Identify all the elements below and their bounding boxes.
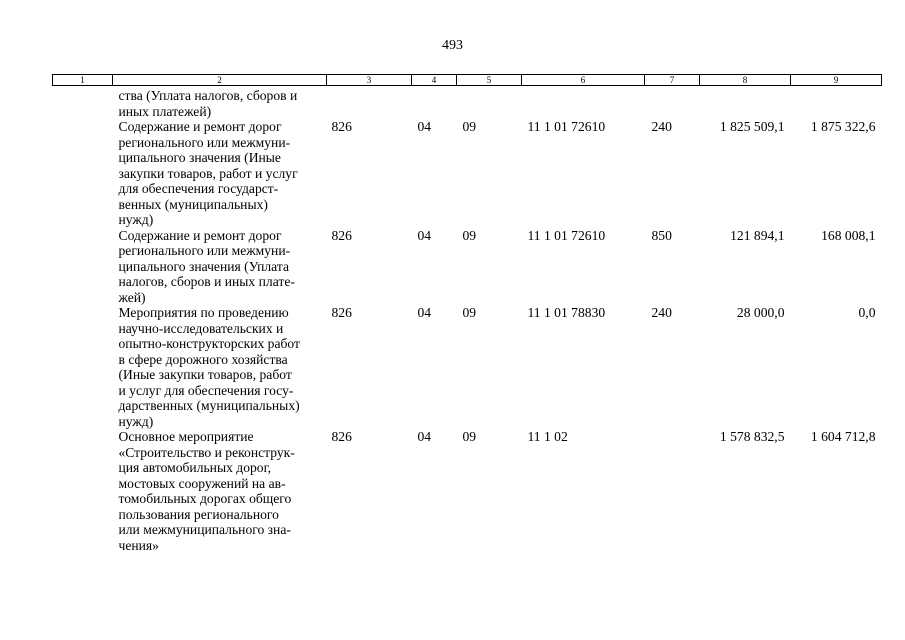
cell-index — [53, 429, 113, 553]
name-line: закупки товаров, работ и услуг — [118, 165, 298, 181]
cell-index — [53, 305, 113, 429]
name-line: для обеспечения государст- — [118, 181, 279, 196]
cell-ministry-code — [327, 86, 412, 120]
name-line: нужд) — [118, 413, 154, 429]
cell-ministry-code: 826 — [331, 305, 352, 320]
cell-amount-year-1: 28 000,0 — [736, 305, 785, 320]
table-row — [53, 429, 882, 553]
name-line: в сфере дорожного хозяйства — [118, 351, 288, 367]
cell-section — [412, 86, 457, 120]
cell-amount-year-2: 168 008,1 — [821, 227, 876, 243]
cell-expense-type: 850 — [651, 227, 672, 243]
column-header-6: 6 — [522, 75, 645, 86]
table-header — [53, 75, 882, 86]
column-header-2: 2 — [113, 75, 327, 86]
cell-section: 04 — [417, 429, 432, 444]
column-header-8: 8 — [700, 75, 791, 86]
cell-ministry-code: 826 — [331, 119, 352, 134]
name-line: венных (муниципальных) — [118, 196, 268, 212]
name-line: Основное мероприятие — [118, 429, 254, 444]
cell-section: 04 — [417, 305, 432, 320]
cell-expense-type: 240 — [651, 305, 672, 320]
name-line: и услуг для обеспечения госу- — [118, 382, 294, 398]
name-line: регионального или межмуни- — [118, 243, 291, 258]
column-header-4: 4 — [412, 75, 457, 86]
name-line: пользования регионального — [118, 506, 279, 522]
cell-amount-year-1 — [700, 86, 791, 120]
column-header-3: 3 — [327, 75, 412, 86]
cell-subsection: 09 — [462, 227, 477, 243]
cell-expense-type — [645, 429, 700, 553]
name-line: ства (Уплата налогов, сборов и — [118, 88, 298, 103]
name-line: Содержание и ремонт дорог — [118, 227, 282, 243]
column-number-row — [53, 75, 882, 86]
cell-subsection — [457, 86, 522, 120]
cell-subsection: 09 — [462, 429, 477, 444]
name-line: жей) — [118, 289, 146, 305]
column-header-1: 1 — [53, 75, 113, 86]
cell-target-article: 11 1 01 72610 — [527, 119, 606, 134]
name-line: научно-исследовательских и — [118, 320, 284, 336]
cell-index — [53, 119, 113, 228]
cell-section: 04 — [417, 227, 432, 243]
page-number: 493 — [442, 38, 463, 53]
name-line: Мероприятия по проведению — [118, 305, 289, 320]
budget-table — [52, 74, 882, 553]
cell-ministry-code: 826 — [331, 227, 352, 243]
cell-section: 04 — [417, 119, 432, 134]
table-row — [53, 86, 882, 120]
name-line: мостовых сооружений на ав- — [118, 475, 286, 491]
cell-target-article: 11 1 01 78830 — [527, 305, 606, 320]
name-line: ципального значения (Иные — [118, 150, 281, 165]
name-line: (Иные закупки товаров, работ — [118, 367, 292, 382]
name-line: нужд) — [118, 212, 154, 227]
name-line: опытно-конструкторских работ — [118, 336, 300, 351]
table-row — [53, 119, 882, 228]
cell-expense-type: 240 — [651, 119, 672, 134]
cell-subsection: 09 — [462, 119, 477, 134]
name-line: иных платежей) — [118, 103, 212, 119]
name-line: ция автомобильных дорог, — [118, 460, 272, 475]
cell-name — [113, 305, 327, 429]
name-line: регионального или межмуни- — [118, 134, 291, 150]
cell-name — [113, 429, 327, 553]
table-body — [53, 86, 882, 554]
cell-amount-year-2: 0,0 — [858, 305, 876, 320]
table-row — [53, 228, 882, 306]
name-line: или межмуниципального зна- — [118, 522, 291, 537]
cell-amount-year-1: 1 578 832,5 — [719, 429, 785, 444]
cell-target-article — [522, 86, 645, 120]
name-line: «Строительство и реконструк- — [118, 444, 295, 460]
cell-target-article: 11 1 02 — [527, 429, 568, 444]
table-row — [53, 305, 882, 429]
cell-amount-year-2 — [791, 86, 882, 120]
name-line: дарственных (муниципальных) — [118, 398, 300, 413]
cell-subsection: 09 — [462, 305, 477, 320]
cell-index — [53, 86, 113, 120]
name-line: налогов, сборов и иных плате- — [118, 274, 295, 289]
cell-amount-year-2: 1 875 322,6 — [810, 119, 876, 134]
column-header-5: 5 — [457, 75, 522, 86]
cell-index — [53, 228, 113, 306]
name-line: томобильных дорогах общего — [118, 491, 292, 506]
cell-name — [113, 119, 327, 228]
cell-expense-type — [645, 86, 700, 120]
cell-ministry-code: 826 — [331, 429, 352, 444]
cell-target-article: 11 1 01 72610 — [527, 227, 606, 243]
cell-amount-year-1: 121 894,1 — [730, 227, 785, 243]
cell-amount-year-2: 1 604 712,8 — [810, 429, 876, 444]
column-header-7: 7 — [645, 75, 700, 86]
cell-name — [113, 86, 327, 120]
cell-amount-year-1: 1 825 509,1 — [719, 119, 785, 134]
name-line: ципального значения (Уплата — [118, 258, 290, 274]
cell-name — [113, 228, 327, 306]
name-line: чения» — [118, 537, 159, 553]
name-line: Содержание и ремонт дорог — [118, 119, 282, 134]
column-header-9: 9 — [791, 75, 882, 86]
